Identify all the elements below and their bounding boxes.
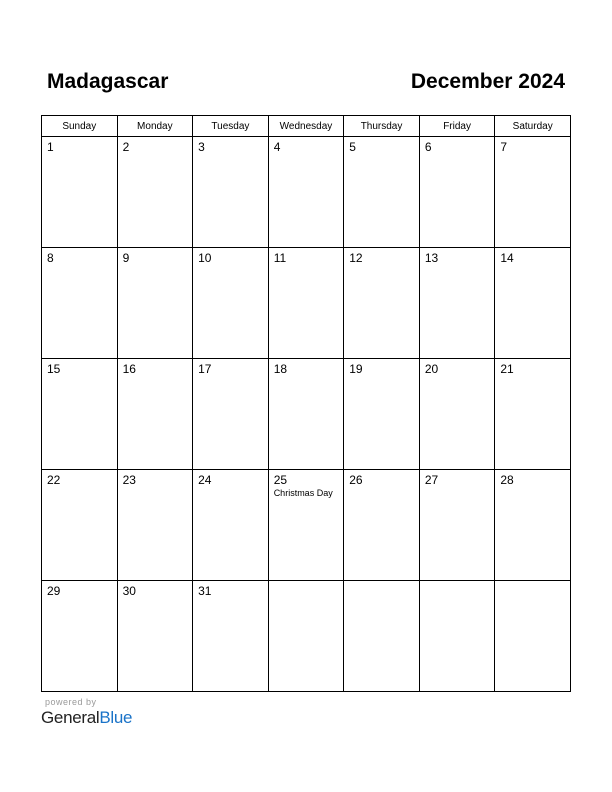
day-number: 13 <box>424 251 439 265</box>
day-cell <box>495 359 571 470</box>
day-number: 19 <box>349 362 363 376</box>
day-cell <box>193 248 269 359</box>
day-number <box>269 581 344 584</box>
weekday-tuesday: Tuesday <box>193 116 269 137</box>
day-cell <box>268 359 344 470</box>
day-cell <box>344 470 420 581</box>
day-number: 14 <box>500 251 514 265</box>
day-cell <box>42 359 118 470</box>
day-number: 26 <box>349 473 363 487</box>
day-cell <box>268 248 344 359</box>
calendar-grid <box>41 115 571 692</box>
day-number: 27 <box>424 473 439 487</box>
day-cell <box>42 470 118 581</box>
day-cell <box>42 581 118 692</box>
day-cell <box>495 137 571 248</box>
day-number: 16 <box>122 362 136 376</box>
brand-general-text: General <box>41 708 100 727</box>
day-number: 17 <box>198 362 212 376</box>
day-cell <box>117 581 193 692</box>
week-row <box>42 137 571 248</box>
day-number: 3 <box>198 140 205 154</box>
day-cell <box>193 581 269 692</box>
day-number: 18 <box>273 362 288 376</box>
week-row <box>42 248 571 359</box>
day-cell <box>42 248 118 359</box>
day-cell <box>193 137 269 248</box>
day-number: 8 <box>47 251 54 265</box>
day-number: 11 <box>273 251 287 265</box>
weekday-thursday: Thursday <box>344 116 420 137</box>
weekday-monday: Monday <box>117 116 193 137</box>
day-number: 25 <box>273 473 288 487</box>
day-number: 10 <box>198 251 212 265</box>
weekday-wednesday: Wednesday <box>268 116 344 137</box>
day-cell <box>419 137 495 248</box>
day-number <box>344 581 419 584</box>
weekday-friday: Friday <box>419 116 495 137</box>
day-number: 9 <box>122 251 130 265</box>
day-number: 2 <box>122 140 130 154</box>
day-cell <box>117 248 193 359</box>
day-cell <box>419 581 495 692</box>
day-cell <box>419 359 495 470</box>
day-cell <box>117 137 193 248</box>
day-cell <box>344 248 420 359</box>
day-number: 28 <box>500 473 514 487</box>
day-number: 20 <box>424 362 439 376</box>
day-cell <box>495 248 571 359</box>
week-row <box>42 359 571 470</box>
month-title: December 2024 <box>410 70 565 93</box>
powered-by-text: powered by <box>45 697 97 707</box>
day-number: 1 <box>47 140 54 154</box>
day-number: 24 <box>198 473 212 487</box>
day-cell <box>495 581 571 692</box>
day-number: 12 <box>349 251 363 265</box>
day-number: 6 <box>424 140 432 154</box>
day-cell <box>344 359 420 470</box>
day-number: 31 <box>198 584 212 598</box>
country-title: Madagascar <box>47 70 169 93</box>
day-number: 30 <box>122 584 136 598</box>
day-cell <box>419 470 495 581</box>
day-number: 23 <box>122 473 136 487</box>
day-number: 21 <box>500 362 514 376</box>
day-number: 7 <box>500 140 508 154</box>
day-number: 29 <box>47 584 61 598</box>
day-cell <box>344 581 420 692</box>
day-cell <box>268 581 344 692</box>
day-cell <box>117 359 193 470</box>
day-cell <box>193 470 269 581</box>
day-number: 15 <box>47 362 61 376</box>
day-cell <box>268 137 344 248</box>
day-cell <box>193 359 269 470</box>
weekday-sunday: Sunday <box>42 116 118 137</box>
day-number: 4 <box>273 140 281 154</box>
brand-blue-text: Blue <box>99 708 133 727</box>
day-number: 5 <box>349 140 356 154</box>
day-number <box>420 581 495 584</box>
weekday-header-row <box>42 116 571 137</box>
day-cell <box>344 137 420 248</box>
day-cell <box>117 470 193 581</box>
day-cell <box>42 137 118 248</box>
day-number: 22 <box>47 473 61 487</box>
weekday-saturday: Saturday <box>495 116 571 137</box>
holiday-label: Christmas Day <box>273 488 333 498</box>
week-row <box>42 470 571 581</box>
brand-logo[interactable] <box>41 708 132 728</box>
day-cell <box>419 248 495 359</box>
week-row <box>42 581 571 692</box>
day-number <box>495 581 570 584</box>
day-cell <box>268 470 344 581</box>
day-cell <box>495 470 571 581</box>
